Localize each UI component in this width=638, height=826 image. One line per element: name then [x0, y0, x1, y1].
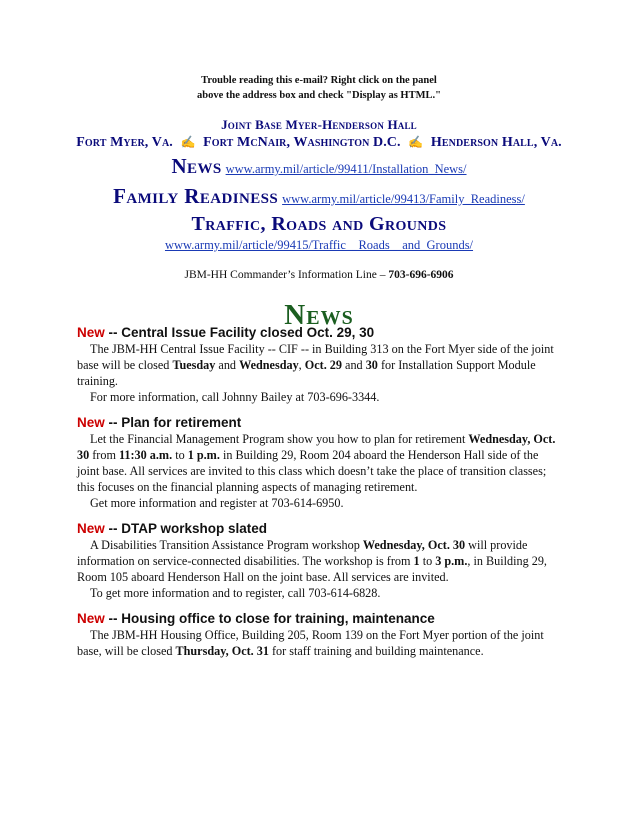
news-item-title-text: -- Plan for retirement [104, 415, 242, 430]
location-henderson-hall: Henderson Hall, Va. [430, 135, 562, 150]
info-line-phone: 703-696-6906 [388, 269, 454, 281]
news-item [77, 324, 558, 405]
news-item-paragraph [77, 431, 558, 495]
emphasis-text: Wednesday [239, 358, 299, 372]
joint-base-name: Joint Base Myer-Henderson Hall [221, 117, 417, 132]
news-item-body [77, 537, 558, 601]
family-readiness-label: Family Readiness [113, 184, 279, 208]
body-text: , in Building 29, Room 105 aboard Henderson Hall on the joint base. All services are invited. [77, 554, 547, 584]
news-label: News [171, 154, 222, 178]
new-badge: New [77, 415, 105, 430]
body-text: and [215, 358, 240, 372]
news-item-paragraph [77, 341, 558, 389]
body-text: to [419, 554, 436, 568]
family-readiness-line [0, 184, 638, 209]
pen-separator-icon: ✍ [408, 135, 424, 149]
location-fort-myer: Fort Myer, Va. [76, 135, 173, 150]
section-title: News [284, 299, 354, 331]
body-text: and [342, 358, 366, 372]
emphasis-text: 30 [365, 358, 378, 372]
locations-line [0, 135, 638, 151]
emphasis-text: 1 [413, 554, 420, 568]
body-text: in Building 29, Room 204 aboard the Henderson Hall side of the joint base. All services are invited to this class which doesn’t take the place of transition classes; this focuses on the financial planning aspects of managing retirement. [77, 448, 547, 494]
html-display-notice [0, 73, 638, 103]
news-item-title-text: -- DTAP workshop slated [104, 521, 268, 536]
news-item-title-text: -- Housing office to close for training, maintenance [104, 611, 435, 626]
location-fort-mcnair: Fort McNair, Washington D.C. [203, 135, 401, 150]
news-item [77, 520, 558, 601]
family-readiness-link[interactable]: www.army.mil/article/99413/Family_Readiness/ [282, 192, 525, 206]
traffic-link-line [0, 236, 638, 254]
emphasis-text: Oct. 29 [304, 358, 342, 372]
body-text: The JBM-HH Central Issue Facility -- CIF -- in Building 313 on the Fort Myer side of the joint base will be closed [77, 342, 554, 372]
news-item-title-text: -- Central Issue Facility closed Oct. 29, 30 [104, 325, 375, 340]
news-item-body [77, 341, 558, 405]
body-text: from [89, 448, 119, 462]
news-item-title [77, 610, 558, 627]
body-text: , [298, 358, 305, 372]
news-link[interactable]: www.army.mil/article/99411/Installation_News/ [225, 162, 467, 176]
news-item-contact: Get more information and register at 703-614-6950. [90, 496, 344, 510]
news-item-contact: To get more information and to register, call 703-614-6828. [90, 586, 381, 600]
info-line-text: JBM-HH Commander’s Information Line – [184, 269, 389, 281]
news-items [77, 324, 558, 668]
traffic-label: Traffic, Roads and Grounds [191, 213, 447, 235]
news-item-paragraph [77, 627, 558, 659]
notice-line-2: above the address box and check "Display as HTML." [197, 90, 441, 101]
body-text: will provide information on service-connected disabilities. The workshop is from [77, 538, 528, 568]
body-text: A Disabilities Transition Assistance Program workshop [90, 538, 363, 552]
emphasis-text: 11:30 a.m. [118, 448, 173, 462]
body-text: The JBM-HH Housing Office, Building 205, Room 139 on the Fort Myer portion of the joint base, will be closed [77, 628, 544, 658]
emphasis-text: Wednesday, Oct. 30 [77, 432, 556, 462]
news-item [77, 414, 558, 511]
news-item-contact: For more information, call Johnny Bailey at 703-696-3344. [90, 390, 380, 404]
news-item-title [77, 324, 558, 341]
emphasis-text: Wednesday, Oct. 30 [362, 538, 466, 552]
body-text: Let the Financial Management Program show you how to plan for retirement [90, 432, 469, 446]
news-link-line [0, 154, 638, 179]
news-item-title [77, 520, 558, 537]
emphasis-text: 3 p.m. [435, 554, 468, 568]
pen-separator-icon: ✍ [180, 135, 196, 149]
body-text: for staff training and building maintenance. [268, 644, 484, 658]
news-item-body [77, 627, 558, 659]
traffic-link[interactable]: www.army.mil/article/99415/Traffic__Roads__and_Grounds/ [164, 238, 474, 252]
traffic-heading [0, 213, 638, 236]
notice-line-1: Trouble reading this e-mail? Right click on the panel [201, 75, 437, 86]
info-line [0, 269, 638, 281]
news-item-paragraph [77, 537, 558, 585]
emphasis-text: Tuesday [172, 358, 216, 372]
body-text: for Installation Support Module training. [77, 358, 536, 388]
news-item [77, 610, 558, 659]
emphasis-text: 1 p.m. [187, 448, 220, 462]
new-badge: New [77, 325, 105, 340]
new-badge: New [77, 521, 105, 536]
emphasis-text: Thursday, Oct. 31 [175, 644, 269, 658]
news-item-body [77, 431, 558, 511]
body-text: to [172, 448, 188, 462]
new-badge: New [77, 611, 105, 626]
news-item-title [77, 414, 558, 431]
